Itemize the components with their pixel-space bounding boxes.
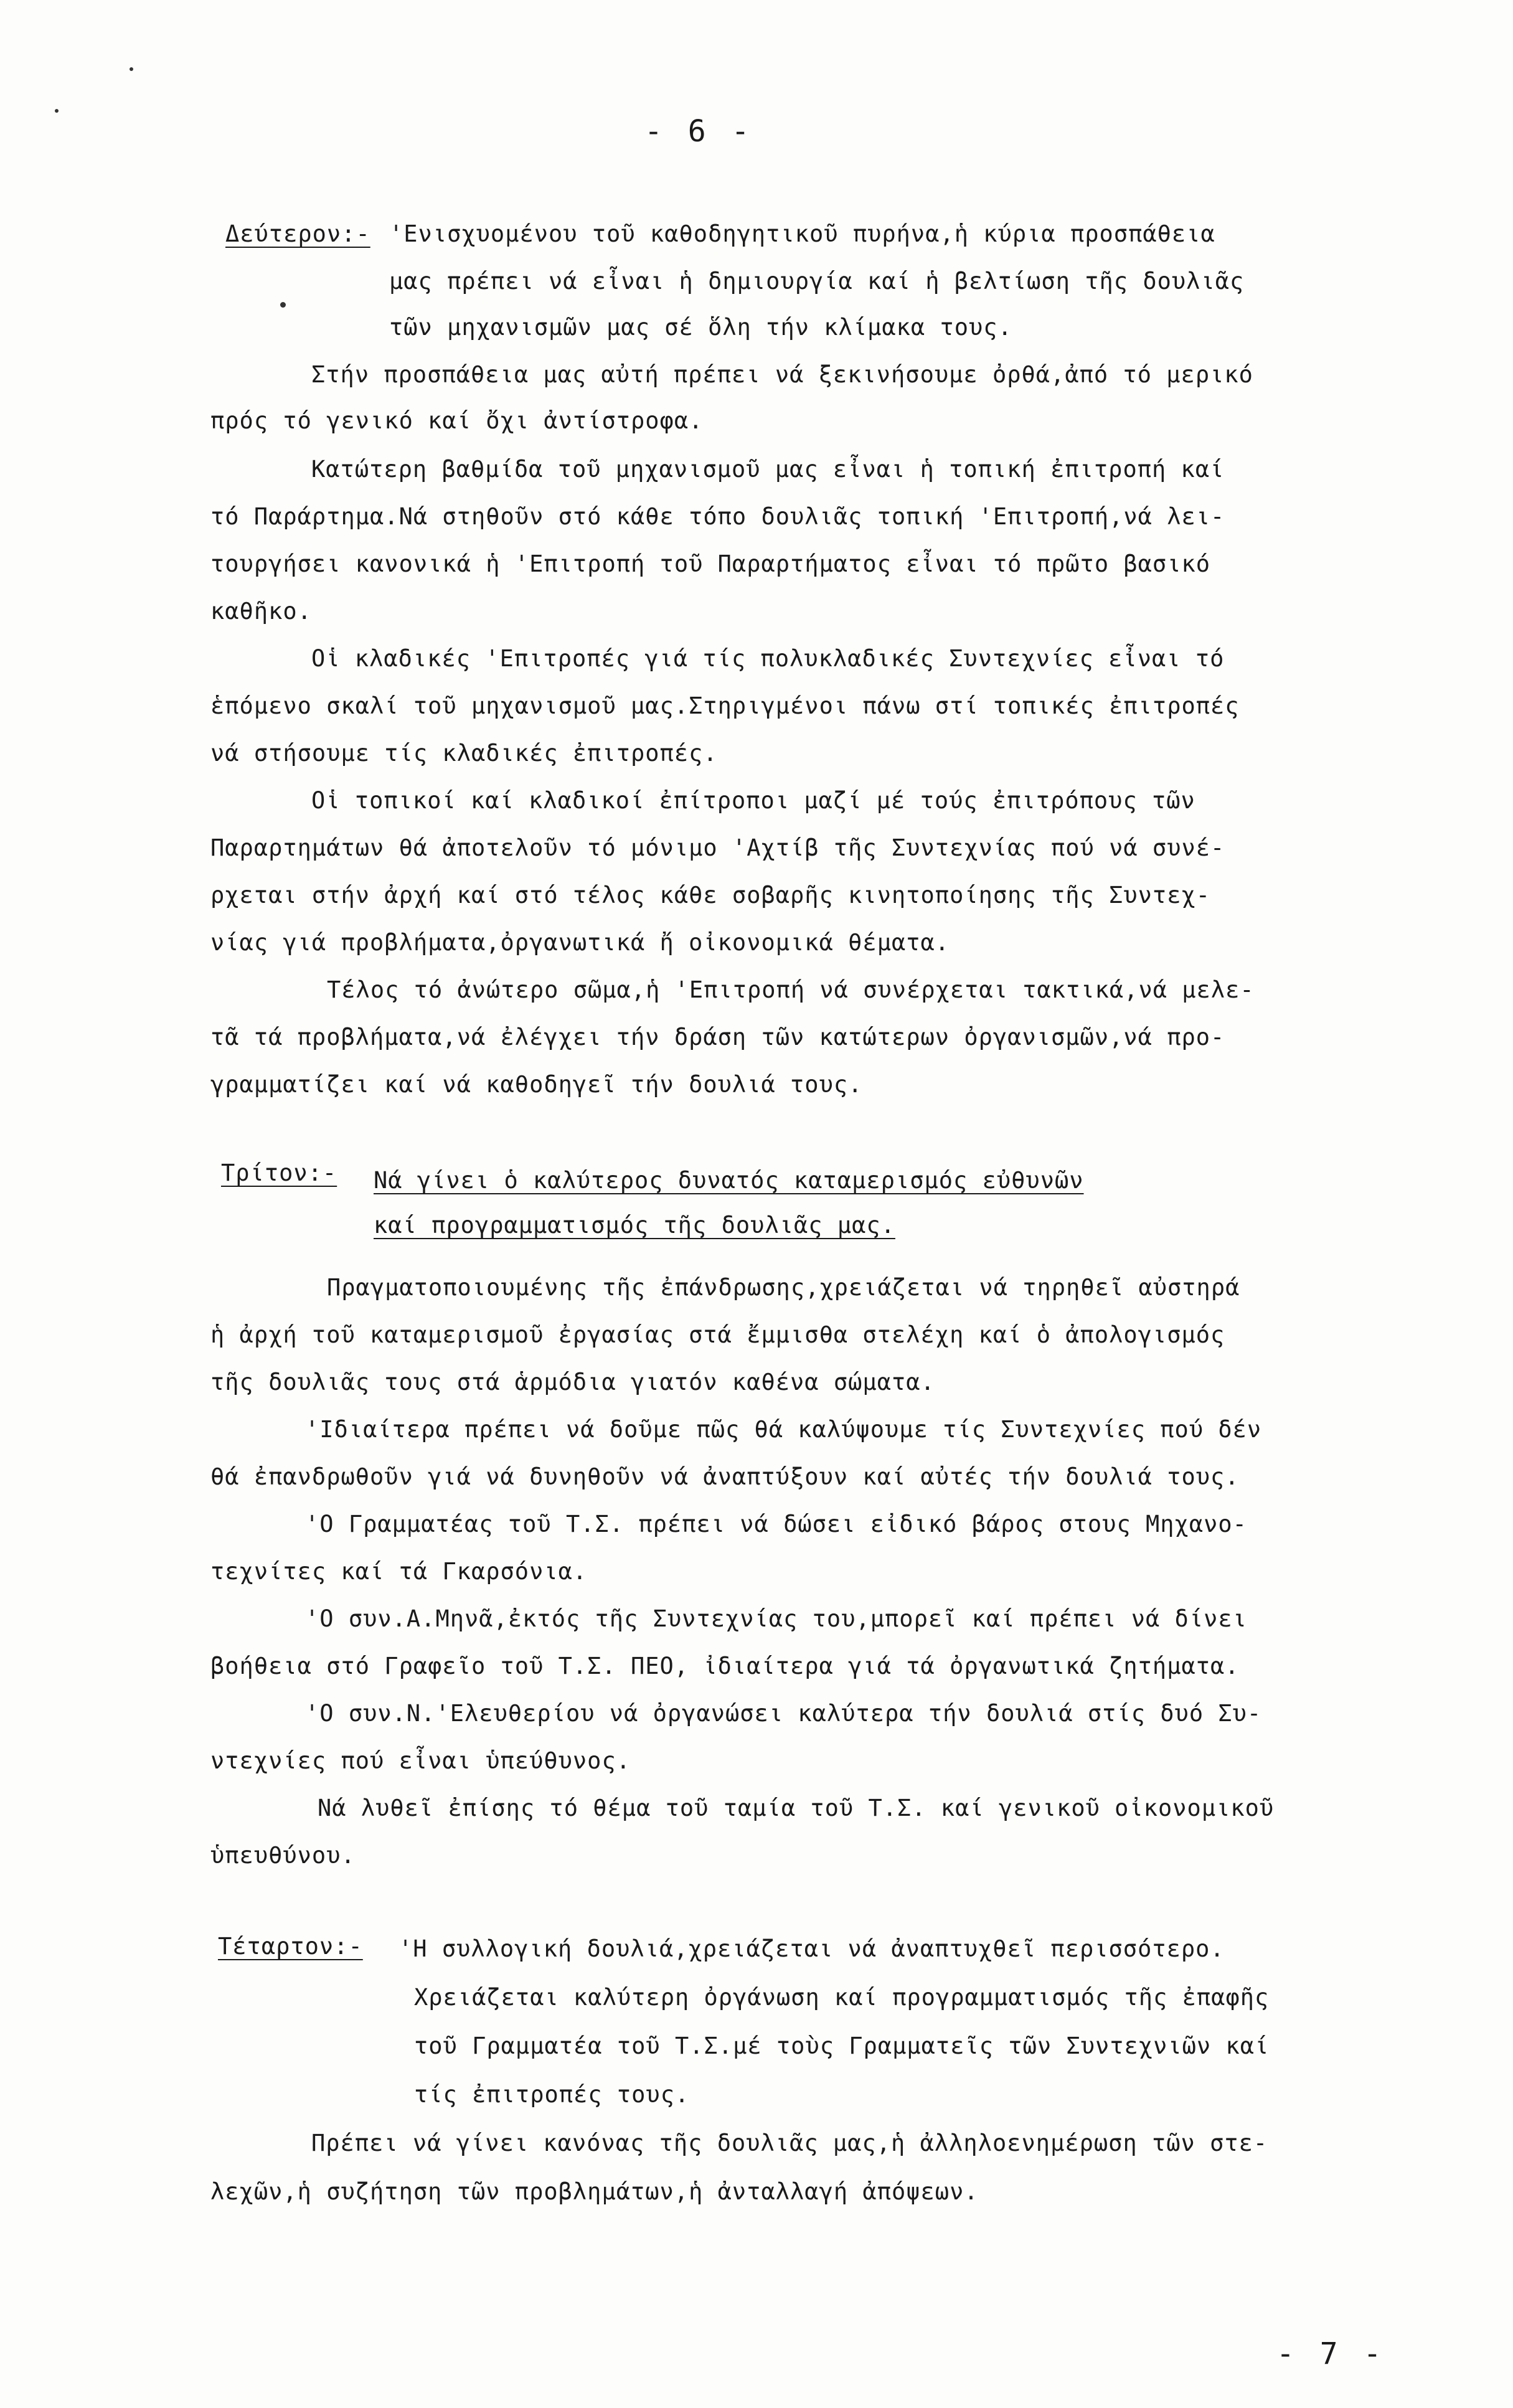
text-line: Στήν προσπάθεια μας αὐτή πρέπει νά ξεκινήσουμε ὀρθά,ἀπό τό μερικό (311, 361, 1253, 388)
text-line: τεχνίτες καί τά Γκαρσόνια. (210, 1558, 588, 1585)
text-line: γραμματίζει καί νά καθοδηγεῖ τήν δουλιά τους. (210, 1071, 863, 1098)
ink-speck (280, 302, 286, 308)
text-line: τουργήσει κανονικά ἡ 'Επιτροπή τοῦ Παραρτήματος εἶναι τό πρῶτο βασικό (210, 550, 1211, 577)
text-line: θά ἐπανδρωθοῦν γιά νά δυνηθοῦν νά ἀναπτύξουν καί αὐτές τήν δουλιά τους. (210, 1463, 1240, 1490)
text-line: νίας γιά προβλήματα,ὀργανωτικά ἤ οἰκονομικά θέματα. (210, 929, 950, 956)
text-line: Νά λυθεῖ ἐπίσης τό θέμα τοῦ ταμία τοῦ Τ.Σ. καί γενικοῦ οἰκονομικοῦ (318, 1795, 1275, 1821)
text-line: τᾶ τά προβλήματα,νά ἐλέγχει τήν δράση τῶν κατώτερων ὀργανισμῶν,νά προ- (210, 1024, 1225, 1051)
section-title-line: καί προγραμματισμός τῆς δουλιᾶς μας. (374, 1212, 895, 1239)
text-line: 'Η συλλογική δουλιά,χρειάζεται νά ἀναπτυχθεῖ περισσότερο. (398, 1935, 1225, 1962)
text-line: Οἱ τοπικοί καί κλαδικοί ἐπίτροποι μαζί μέ τούς ἐπιτρόπους τῶν (311, 787, 1195, 814)
text-line: ντεχνίες πού εἶναι ὑπεύθυνος. (210, 1747, 631, 1774)
text-line: ἡ ἀρχή τοῦ καταμερισμοῦ ἐργασίας στά ἔμμισθα στελέχη καί ὁ ἀπολογισμός (210, 1321, 1225, 1348)
text-line: Πρέπει νά γίνει κανόνας τῆς δουλιᾶς μας,ἡ ἀλληλοενημέρωση τῶν στε- (311, 2130, 1268, 2156)
text-line: 'Ιδιαίτερα πρέπει νά δοῦμε πῶς θά καλύψουμε τίς Συντεχνίες πού δέν (305, 1416, 1262, 1443)
text-line: λεχῶν,ἡ συζήτηση τῶν προβλημάτων,ἡ ἀνταλλαγή ἀπόψεων. (210, 2178, 979, 2205)
text-line: ὑπευθύνου. (210, 1842, 356, 1869)
ink-speck (130, 67, 133, 71)
text-line: 'Ο Γραμματέας τοῦ Τ.Σ. πρέπει νά δώσει εἰδικό βάρος στους Μηχανο- (305, 1511, 1247, 1537)
ink-speck (55, 109, 59, 113)
page-number-top: - 6 - (644, 114, 753, 149)
text-line: 'Ο συν.Α.Μηνᾶ,ἐκτός τῆς Συντεχνίας του,μπορεῖ καί πρέπει νά δίνει (305, 1605, 1247, 1632)
text-line: βοήθεια στό Γραφεῖο τοῦ Τ.Σ. ΠΕΟ, ἰδιαίτερα γιά τά ὀργανωτικά ζητήματα. (210, 1653, 1240, 1679)
text-line: τό Παράρτημα.Νά στηθοῦν στό κάθε τόπο δουλιᾶς τοπική 'Επιτροπή,νά λει- (210, 503, 1225, 530)
text-line: μας πρέπει νά εἶναι ἡ δημιουργία καί ἡ βελτίωση τῆς δουλιᾶς (389, 268, 1245, 295)
text-line: τῶν μηχανισμῶν μας σέ ὅλη τήν κλίμακα τους. (389, 314, 1012, 341)
text-line: Κατώτερη βαθμίδα τοῦ μηχανισμοῦ μας εἶναι ἡ τοπική ἐπιτροπή καί (311, 456, 1225, 483)
section-title-line: Νά γίνει ὁ καλύτερος δυνατός καταμερισμός εὐθυνῶν (374, 1167, 1084, 1194)
text-line: νά στήσουμε τίς κλαδικές ἐπιτροπές. (210, 740, 718, 767)
text-line: Οἱ κλαδικές 'Επιτροπές γιά τίς πολυκλαδικές Συντεχνίες εἶναι τό (311, 645, 1225, 672)
section-heading-triton: Τρίτον:- (221, 1159, 337, 1186)
text-line: πρός τό γενικό καί ὄχι ἀντίστροφα. (210, 407, 704, 434)
text-line: Χρειάζεται καλύτερη ὀργάνωση καί προγραμματισμός τῆς ἐπαφῆς (414, 1984, 1270, 2011)
text-line: Τέλος τό ἀνώτερο σῶμα,ἡ 'Επιτροπή νά συνέρχεται τακτικά,νά μελε- (327, 976, 1255, 1003)
text-line: Παραρτημάτων θά ἀποτελοῦν τό μόνιμο 'Αχτίβ τῆς Συντεχνίας πού νά συνέ- (210, 834, 1225, 861)
text-line: τίς ἐπιτροπές τους. (414, 2081, 690, 2108)
text-line: ρχεται στήν ἀρχή καί στό τέλος κάθε σοβαρῆς κινητοποίησης τῆς Συντεχ- (210, 882, 1211, 909)
section-heading-deuteron: Δεύτερον:- (225, 220, 370, 247)
text-line: τοῦ Γραμματέα τοῦ Τ.Σ.μέ τοὺς Γραμματεῖς τῶν Συντεχνιῶν καί (414, 2033, 1270, 2059)
text-line: 'Ο συν.Ν.'Ελευθερίου νά ὀργανώσει καλύτερα τήν δουλιά στίς δυό Συ- (305, 1700, 1262, 1727)
text-line: καθῆκο. (210, 598, 312, 625)
text-line: ἑπόμενο σκαλί τοῦ μηχανισμοῦ μας.Στηριγμένοι πάνω στί τοπικές ἐπιτροπές (210, 692, 1240, 719)
section-heading-tetarton: Τέταρτον:- (218, 1933, 363, 1960)
page-number-bottom: - 7 - (1276, 2336, 1385, 2371)
text-line: Πραγματοποιουμένης τῆς ἐπάνδρωσης,χρειάζεται νά τηρηθεῖ αὐστηρά (327, 1274, 1240, 1301)
text-line: τῆς δουλιᾶς τους στά ἁρμόδια γιατόν καθένα σώματα. (210, 1369, 935, 1395)
text-line: 'Ενισχυομένου τοῦ καθοδηγητικοῦ πυρήνα,ἡ κύρια προσπάθεια (389, 220, 1215, 247)
